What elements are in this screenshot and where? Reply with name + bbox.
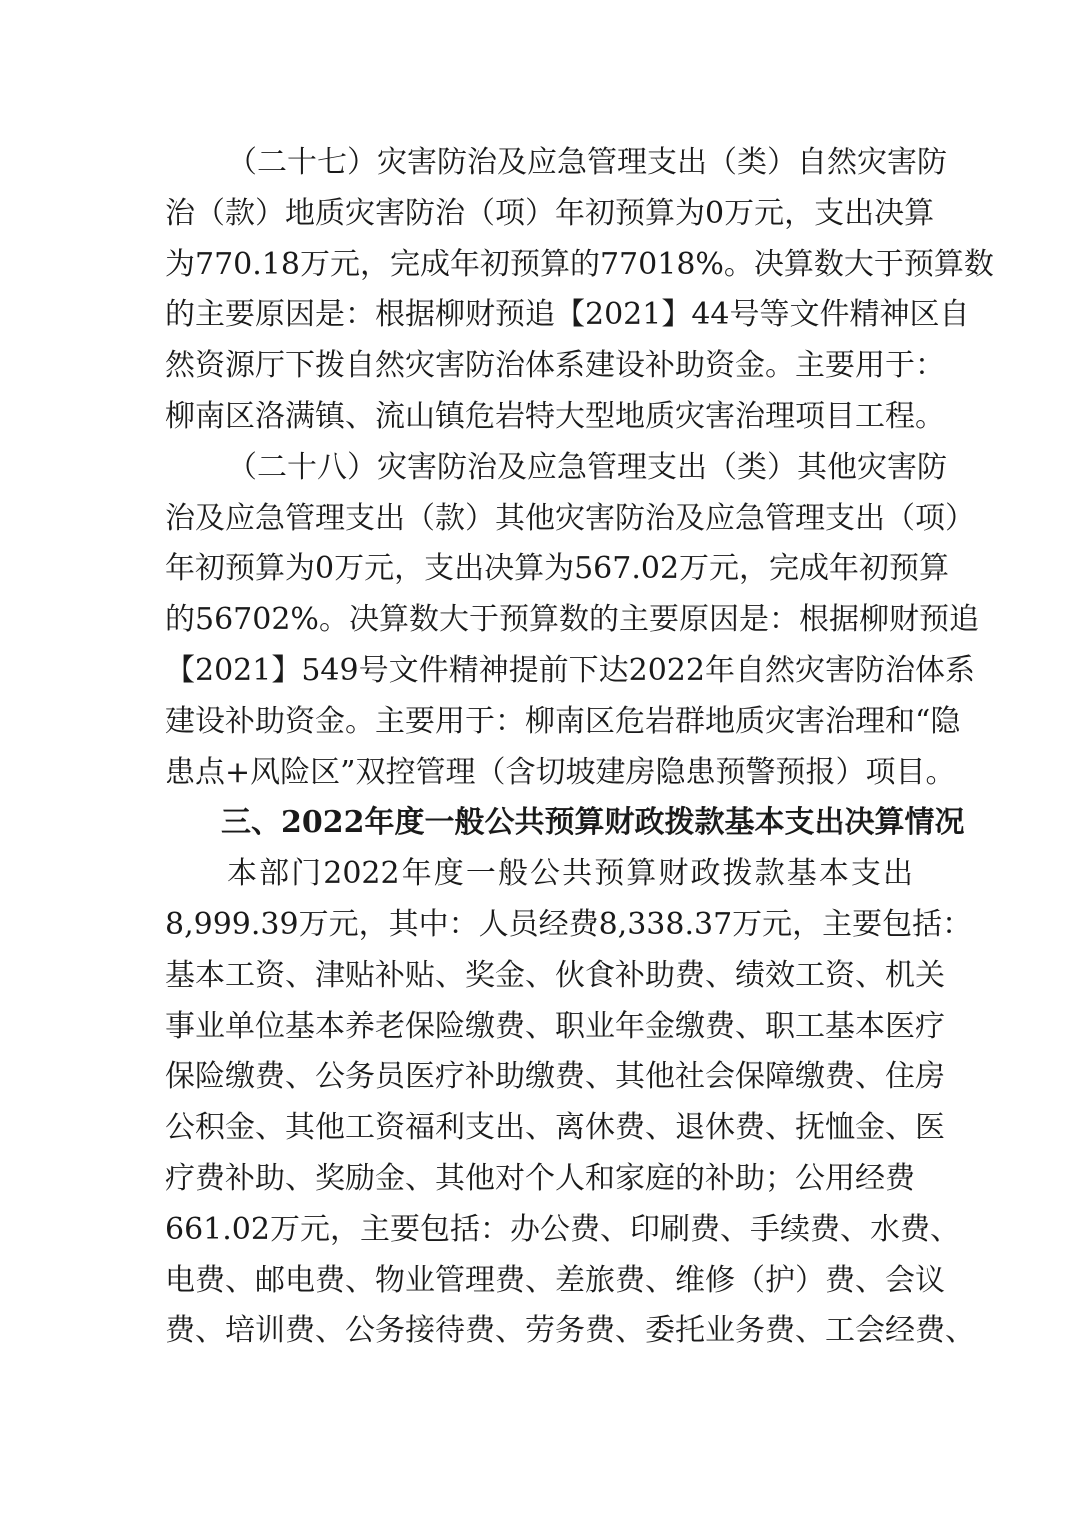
text-line: 柳南区洛满镇、流山镇危岩特大型地质灾害治理项目工程。: [165, 398, 945, 434]
text-line: （二十八）灾害防治及应急管理支出（类）其他灾害防: [227, 449, 947, 485]
paragraph-basic-expenditure: [165, 849, 975, 1357]
paragraph-28: [165, 443, 979, 799]
text-line: 的主要原因是：根据柳财预追【2021】44号等文件精神区自: [165, 297, 970, 333]
text-line: 治及应急管理支出（款）其他灾害防治及应急管理支出（项）: [165, 500, 975, 536]
text-line: 事业单位基本养老保险缴费、职业年金缴费、职工基本医疗: [165, 1008, 945, 1044]
text-line: 8,999.39万元，其中：人员经费8,338.37万元，主要包括：: [165, 906, 973, 942]
text-line: 公积金、其他工资福利支出、离休费、退休费、抚恤金、医: [165, 1110, 945, 1146]
text-line: 本部门2022年度一般公共预算财政拨款基本支出: [227, 856, 913, 892]
text-line: 疗费补助、奖励金、其他对个人和家庭的补助；公用经费: [165, 1160, 915, 1196]
text-line: 为770.18万元，完成年初预算的77018%。决算数大于预算数: [165, 246, 994, 282]
paragraph-27: [165, 138, 994, 443]
text-line: 费、培训费、公务接待费、劳务费、委托业务费、工会经费、: [165, 1313, 975, 1349]
text-line: 电费、邮电费、物业管理费、差旅费、维修（护）费、会议: [165, 1262, 945, 1298]
heading-text: 三、2022年度一般公共预算财政拨款基本支出决算情况: [221, 805, 965, 841]
text-line: 661.02万元，主要包括：办公费、印刷费、手续费、水费、: [165, 1211, 960, 1247]
text-line: 患点+风险区”双控管理（含切坡建房隐患预警预报）项目。: [165, 754, 956, 790]
text-line: 年初预算为0万元，支出决算为567.02万元，完成年初预算: [165, 551, 950, 587]
text-line: （二十七）灾害防治及应急管理支出（类）自然灾害防: [227, 145, 947, 180]
text-line: 然资源厅下拨自然灾害防治体系建设补助资金。主要用于：: [165, 348, 945, 384]
text-line: 基本工资、津贴补贴、奖金、伙食补助费、绩效工资、机关: [165, 957, 945, 993]
text-line: 建设补助资金。主要用于：柳南区危岩群地质灾害治理和“隐: [165, 703, 961, 739]
text-line: 保险缴费、公务员医疗补助缴费、其他社会保障缴费、住房: [165, 1059, 945, 1095]
text-line: 治（款）地质灾害防治（项）年初预算为0万元，支出决算: [165, 195, 935, 231]
text-line: 的56702%。决算数大于预算数的主要原因是：根据柳财预追: [165, 602, 979, 638]
text-line: 【2021】549号文件精神提前下达2022年自然灾害防治体系: [165, 652, 975, 688]
section-heading: [165, 798, 965, 849]
document-page: [165, 138, 994, 1357]
